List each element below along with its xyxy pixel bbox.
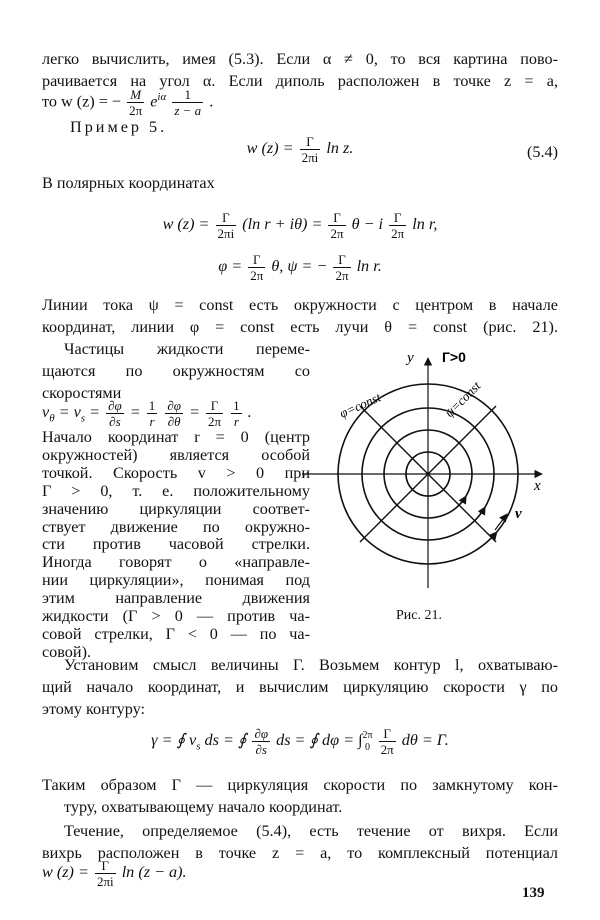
equation-polar-phi-psi: φ = $\frac{Г}{2\pi}$ θ, ψ = − $\frac{Г}{2\pi}$ ln r. <box>218 252 382 283</box>
text-line: совой). <box>42 642 92 661</box>
text-line: точкой. Скорость v > 0 при <box>42 463 310 482</box>
equation-circulation: γ = ∮ $v_s$ ds = ∮ $\frac{\partial\varphi}{\partial s}$ ds = ∮ dφ = ∫ 2π 0 $\frac{Г}{2\pi}$ dθ = Г. <box>151 726 449 757</box>
equation-vortex-potential: w (z) = $\frac{Г}{2\pi i}$ ln (z − a). <box>42 858 187 889</box>
text-line: нии циркуляции», понимая под <box>42 571 310 590</box>
y-axis-label: y <box>407 350 414 366</box>
text-line: вихрь расположен в точке z = a, то комплексный потенциал <box>42 844 558 862</box>
text-line: Установим смысл величины Г. Возьмем контур l, охватываю- <box>64 656 558 674</box>
figure-21-vortex-diagram <box>302 348 552 598</box>
circulation-arrow <box>472 507 485 523</box>
velocity-label: v <box>515 506 522 522</box>
text-line: Линии тока ψ = const есть окружности с центром в начале <box>42 296 558 314</box>
text-line: жидкости (Г > 0 — против ча- <box>42 607 310 625</box>
formula-part: . <box>209 92 214 111</box>
equation-polar-w: w (z) = $\frac{Г}{2\pi i}$ (ln r + iθ) = $\frac{Г}{2\pi}$ θ − i $\frac{Г}{2\pi}$ ln r, <box>162 210 438 241</box>
superscript: iα <box>157 91 167 103</box>
text-line: Течение, определяемое (5.4), есть течение от вихря. Если <box>64 822 558 840</box>
fraction: $\frac{1}{z - a}$ <box>174 87 202 119</box>
circulation-arrow <box>476 532 497 550</box>
text-line: координат, линии φ = const есть лучи θ = const (рис. 21). <box>42 318 558 336</box>
circulation-arrow <box>457 496 466 507</box>
page-number: 139 <box>522 885 545 901</box>
text-line: окружностей) является особой <box>42 445 310 464</box>
phi-const-label: φ=const <box>337 389 383 421</box>
fraction: $\frac{M}{2\pi}$ <box>129 87 143 119</box>
text-line: Г > 0, т. е. положительному <box>42 481 310 500</box>
text-line: щаются по окружностям со <box>42 362 310 380</box>
text-line: Частицы жидкости переме- <box>64 340 310 358</box>
text-line: легко вычислить, имея (5.3). Если α ≠ 0, то вся картина пово- <box>42 50 558 68</box>
text-line: щий начало координат, и вычислим циркуляцию скорости γ по <box>42 678 558 696</box>
equation-velocity: $v_\theta = v_s$ = $\frac{\partial\varphi}{\partial s}$ = $\frac{1}{r}$ $\frac{\partial\varphi}{\partial\theta}$ = $\frac{Г}{2\pi}$ $\frac{1}{r}$ . <box>42 398 252 429</box>
text-line: рачивается на угол α. Если диполь расположен в точке z = a, <box>42 72 558 90</box>
text-line: значению циркуляции соответ- <box>42 499 310 518</box>
text-line: Начало координат r = 0 (центр <box>42 428 310 446</box>
text-line: Иногда говорят о «направле- <box>42 553 310 572</box>
text-line: совой стрелки, Г < 0 — по ча- <box>42 624 310 643</box>
inline-formula-dipole <box>42 86 558 118</box>
equation-5-4: w (z) = $\frac{Г}{2\pi i}$ ln z. <box>246 134 354 165</box>
figure-caption: Рис. 21. <box>396 608 442 623</box>
text-line: ствует движение по окружно- <box>42 517 310 536</box>
x-axis-label: x <box>534 478 541 494</box>
psi-const-label: ψ=const <box>441 378 484 421</box>
text-line: сти против часовой стрелки. <box>42 535 310 554</box>
example-label: Пример 5. <box>70 118 168 136</box>
gamma-label: Г>0 <box>442 349 466 365</box>
equation-number: (5.4) <box>526 143 558 161</box>
text-line: этим направление движения <box>42 589 310 608</box>
text-line: В полярных координатах <box>42 174 215 192</box>
text-line: этому контуру: <box>42 700 145 718</box>
text-line: скоростями <box>42 384 122 402</box>
formula-part: то w (z) = − <box>42 92 122 111</box>
text-line: Таким образом Г — циркуляция скорости по замкнутому кон- <box>42 776 558 794</box>
text-line: туру, охватывающему начало координат. <box>64 798 343 816</box>
formula-part: e <box>150 92 158 111</box>
